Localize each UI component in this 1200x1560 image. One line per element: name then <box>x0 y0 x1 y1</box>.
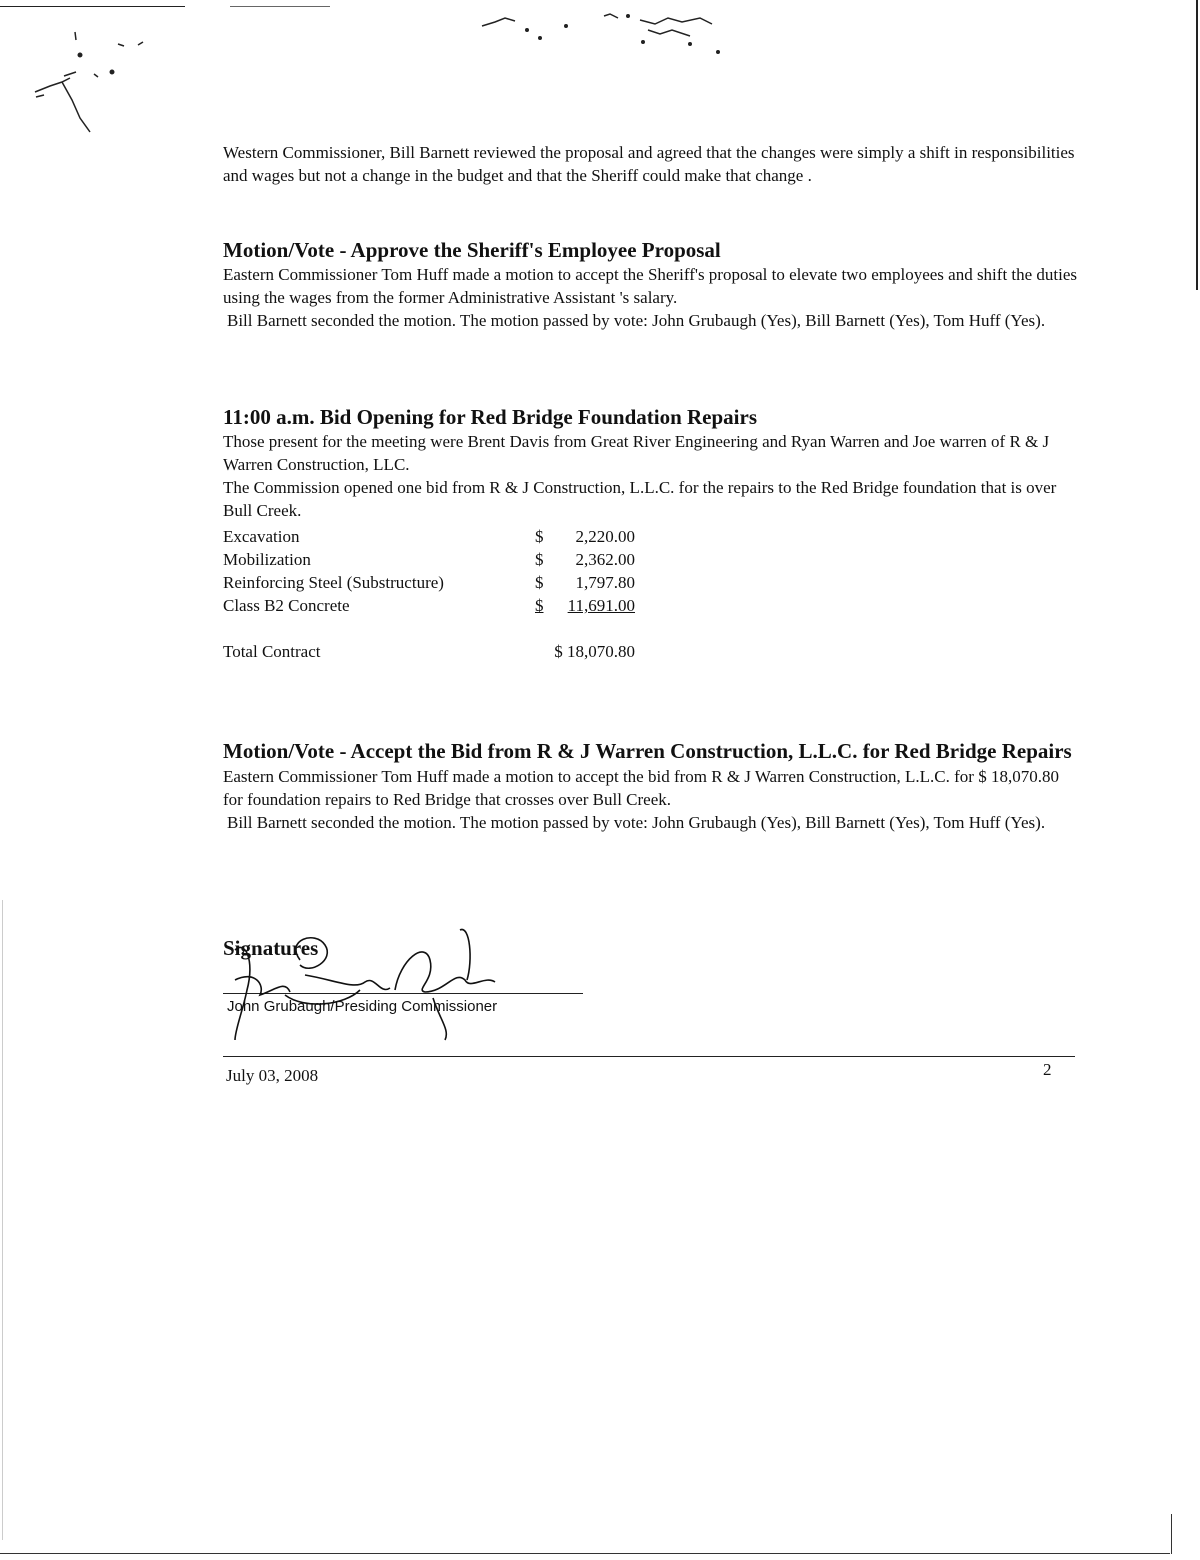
page-number: 2 <box>1043 1060 1052 1079</box>
bid-amount: 2,362.00 <box>575 550 635 569</box>
handwritten-signature <box>215 920 535 1050</box>
table-row <box>223 548 635 571</box>
scan-specks <box>0 0 760 140</box>
bid-item: Class B2 Concrete <box>223 596 350 615</box>
scan-artifact <box>2 900 3 1540</box>
scan-artifact <box>1196 0 1198 290</box>
section-heading: Motion/Vote - Approve the Sheriff's Employee Proposal <box>223 238 721 262</box>
footer-date: July 03, 2008 <box>226 1066 319 1085</box>
section-heading: 11:00 a.m. Bid Opening for Red Bridge Foundation Repairs <box>223 405 758 429</box>
scan-artifact <box>1171 1514 1172 1554</box>
vote-paragraph: Bill Barnett seconded the motion. The motion passed by vote: John Grubaugh (Yes), Bill Barnett (Yes), Tom Huff (Yes). <box>227 311 1046 330</box>
motion-paragraph: Eastern Commissioner Tom Huff made a motion to accept the bid from R & J Warren Construction, L.L.C. for $ 18,070.80 for foundation repairs to Red Bridge that crosses over Bull Creek. <box>223 767 1059 809</box>
bid-item: Mobilization <box>223 550 311 569</box>
total-amount: $ 18,070.80 <box>554 642 635 661</box>
intro-text: Western Commissioner, Bill Barnett reviewed the proposal and agreed that the changes were simply a shift in responsibilities and wages but not a change in the budget and that the Sheriff could make that change . <box>223 143 1075 185</box>
section-bid-opening <box>223 404 1083 522</box>
scan-artifact <box>0 1553 1170 1554</box>
bid-item: Reinforcing Steel (Substructure) <box>223 573 444 592</box>
section-accept-bid <box>223 737 1083 834</box>
intro-paragraph <box>223 141 1083 187</box>
total-row <box>223 640 635 663</box>
bid-table <box>223 525 635 663</box>
bid-currency: $ <box>535 550 544 569</box>
bid-currency: $ <box>535 596 544 615</box>
table-row <box>223 525 635 548</box>
bid-currency: $ <box>535 527 544 546</box>
motion-paragraph: Eastern Commissioner Tom Huff made a motion to accept the Sheriff's proposal to elevate two employees and shift the duties using the wages from the former Administrative Assistant 's salary. <box>223 265 1078 307</box>
bid-paragraph: The Commission opened one bid from R & J Construction, L.L.C. for the repairs to the Red Bridge foundation that is over Bull Creek. <box>223 478 1057 520</box>
signatures-title: Signatures <box>223 936 319 960</box>
bid-amount: 1,797.80 <box>575 573 635 592</box>
vote-paragraph: Bill Barnett seconded the motion. The motion passed by vote: John Grubaugh (Yes), Bill Barnett (Yes), Tom Huff (Yes). <box>227 813 1046 832</box>
total-label: Total Contract <box>223 642 321 661</box>
bid-amount: 11,691.00 <box>567 596 635 615</box>
table-row <box>223 571 635 594</box>
attendees-paragraph: Those present for the meeting were Brent Davis from Great River Engineering and Ryan Warren and Joe warren of R & J Warren Construction, LLC. <box>223 432 1050 474</box>
signature-block <box>223 930 623 1050</box>
footer-rule <box>223 1056 1075 1057</box>
bid-item: Excavation <box>223 527 300 546</box>
section-sheriff-proposal <box>223 237 1083 332</box>
bid-amount: 2,220.00 <box>575 527 635 546</box>
signer-name: John Grubaugh/Presiding Commissioner <box>227 998 498 1015</box>
table-row <box>223 594 635 617</box>
bid-currency: $ <box>535 573 544 592</box>
section-heading: Motion/Vote - Accept the Bid from R & J Warren Construction, L.L.C. for Red Bridge Repairs <box>223 739 1072 763</box>
